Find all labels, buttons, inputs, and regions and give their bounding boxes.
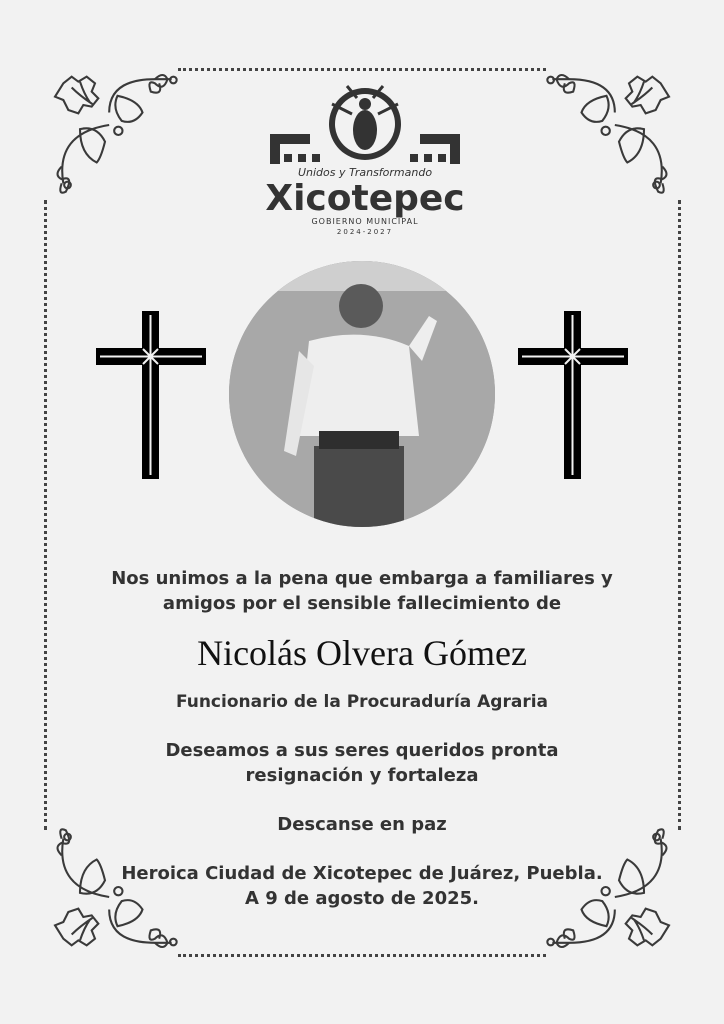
frame-left xyxy=(44,200,47,830)
frame-top xyxy=(178,68,546,71)
date: A 9 de agosto de 2025. xyxy=(245,888,479,909)
cross-icon-right xyxy=(518,311,628,479)
firefly-emblem-icon xyxy=(262,84,468,236)
corner-ornament-top-right xyxy=(544,50,694,200)
svg-text:GOBIERNO MUNICIPAL: GOBIERNO MUNICIPAL xyxy=(311,217,419,226)
intro-line-1: Nos unimos a la pena que embarga a familiares y xyxy=(111,568,613,589)
corner-ornament-top-left xyxy=(30,50,180,200)
wish-line-1: Deseamos a sus seres queridos pronta xyxy=(165,740,559,761)
rest-in-peace: Descanse en paz xyxy=(277,814,447,835)
place: Heroica Ciudad de Xicotepec de Juárez, Puebla. xyxy=(121,863,603,884)
intro-line-2: amigos por el sensible fallecimiento de xyxy=(162,593,562,614)
deceased-name: Nicolás Olvera Gómez xyxy=(197,633,527,673)
municipal-logo xyxy=(262,84,468,236)
svg-text:2024-2027: 2024-2027 xyxy=(336,228,394,236)
frame-right xyxy=(678,200,681,830)
deceased-photo xyxy=(229,261,495,527)
frame-bottom xyxy=(178,954,546,957)
svg-text:Unidos y Transformando: Unidos y Transformando xyxy=(297,166,433,179)
wish-line-2: resignación y fortaleza xyxy=(245,765,479,786)
deceased-position: Funcionario de la Procuraduría Agraria xyxy=(175,692,549,712)
svg-text:Xicotepec: Xicotepec xyxy=(265,178,465,219)
cross-icon-left xyxy=(96,311,206,479)
